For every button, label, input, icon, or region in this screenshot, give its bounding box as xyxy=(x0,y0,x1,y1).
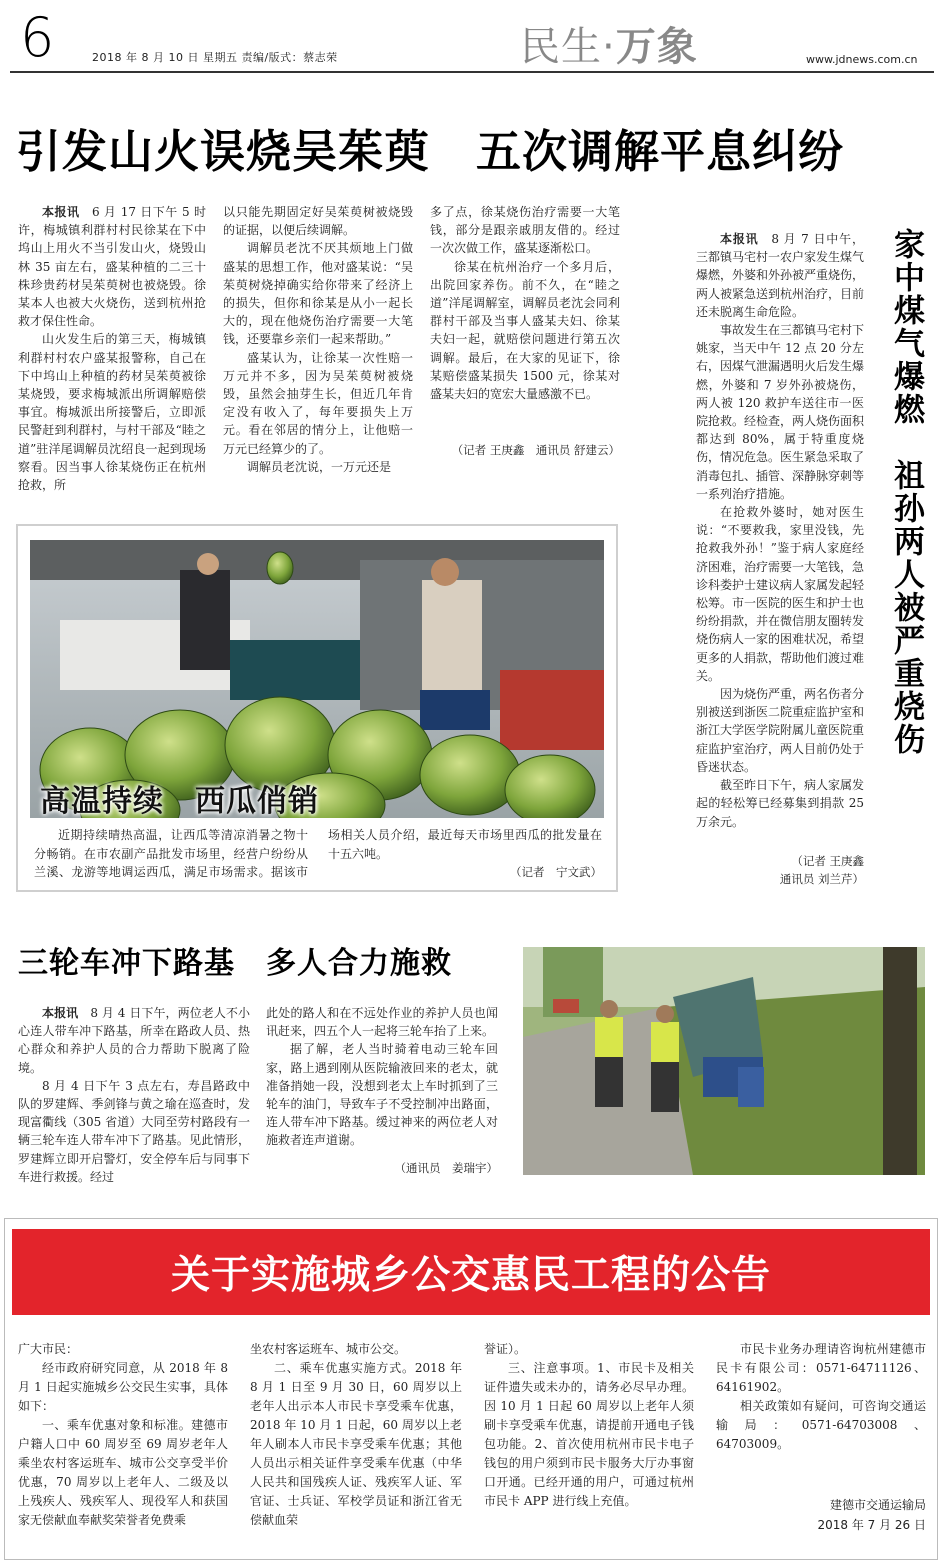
story1-col2 xyxy=(223,203,413,476)
story1-para: 以只能先期固定好吴茱萸树被烧毁的证据，以便后续调解。 xyxy=(223,205,413,238)
story2-body xyxy=(696,230,864,831)
story3-col1 xyxy=(18,1004,250,1186)
notice-col4 xyxy=(716,1340,926,1454)
section-title-a: 民生· xyxy=(520,24,616,70)
photo1-caption-text: 近期持续晴热高温，让西瓜等清凉消暑之物十分畅销。在市农副产品批发市场里，经营户纷纷从兰溪、龙游等地调运西瓜，满足市场需求。据该市场相关人员介绍，最近每天市场里西瓜的批发量在十五六吨。 xyxy=(34,828,602,879)
story1-para: 调解员老沈说，一万元还是 xyxy=(247,459,392,474)
notice-col2 xyxy=(250,1340,462,1530)
page-number: 6 xyxy=(20,6,55,69)
notice-para: 三、注意事项。1、市民卡及相关证件遗失或未办的，请务必尽早办理。因 10 月 1 日起 60 周岁以上老年人须刷卡享受乘车优惠，请提前开通电子钱包功能。2、首次使用杭州市民卡电子钱包的用户须到市民卡服务大厅办事窗口开通。已经开通的用户，可通过杭州市民卡 APP 进行线上充值。 xyxy=(484,1361,694,1508)
story2-byline-2: 通讯员 刘兰芹） xyxy=(779,872,864,886)
story1-para: 徐某在杭州治疗一个多月后，出院回家养伤。前不久，在“睦之道”洋尾调解室，调解员老沈会同利群村干部及当事人盛某夫妇、徐某夫妇一起，就赔偿问题进行第五次调解。最后，在大家的见证下，徐某赔偿盛某损失 1500 元，徐某对盛某夫妇的宽宏大量感激不已。 xyxy=(430,259,620,402)
story3-headline: 三轮车冲下路基 多人合力施救 xyxy=(18,946,452,981)
story3-lead-tag: 本报讯 xyxy=(42,1006,79,1020)
story1-para: 调解员老沈不厌其烦地上门做盛某的思想工作，他对盛某说：“吴茱萸树烧掉确实给你带来了经济上的损失，但你和徐某是从小一起长大的，现在他烧伤治疗需要一大笔钱，还要靠乡亲们一起来帮助。” xyxy=(223,241,413,347)
notice-para: 一、乘车优惠对象和标准。建德市户籍人口中 60 周岁至 69 周岁老年人乘坐农村客运班车、城市公交享受半价优惠，70 周岁以上老年人、二级及以上残疾人、残疾军人、现役军人和获国家无偿献血奉献奖荣誉者免费乘 xyxy=(18,1418,228,1527)
story2-byline-1: （记者 王庚鑫 xyxy=(791,854,864,868)
watermelon-photo xyxy=(30,540,604,818)
story2-para: 截至昨日下午，病人家属发起的轻松筹已经募集到捐款 25 万余元。 xyxy=(696,778,865,829)
story3-para: 8 月 4 日下午，两位老人不小心连人带车冲下路基，所幸在路政人员、热心群众和养护人员的合力帮助下脱离了险境。 xyxy=(18,1006,250,1075)
notice-col3 xyxy=(484,1340,694,1511)
notice-col1 xyxy=(18,1340,228,1530)
story1-para: 6 月 17 日下午 5 时许，梅城镇利群村村民徐某在下中坞山上用火不当引发山火，烧毁山林 35 亩左右，盛某种植的二三十株珍贵药材吴茱萸树也被烧毁。徐某本人也被大火烧伤，送到杭州抢救才保住性命。 xyxy=(18,205,206,329)
photo1-overlay-title: 高温持续 西瓜俏销 xyxy=(40,784,319,818)
story3-col2 xyxy=(266,1004,498,1150)
story1-col3 xyxy=(430,203,620,403)
story1-headline: 引发山火误烧吴茱萸 五次调解平息纠纷 xyxy=(16,125,845,178)
notice-signer: 建德市交通运输局 xyxy=(829,1498,926,1512)
header-rule xyxy=(10,71,934,73)
story1-para: 山火发生后的第三天，梅城镇利群村村农户盛某报警称，自己在下中坞山上种植的药材吴茱萸被徐某烧毁，要求梅城派出所调解赔偿事宜。梅城派出所接警后，立即派民警赶到利群村，与村干部及“睦之道”驻洋尾调解员沈绍良一起到现场察看。因当事人徐某烧伤正在杭州抢救，所 xyxy=(18,332,206,493)
story2-para: 8 月 7 日中午，三都镇马宅村一农户家发生煤气爆燃，外婆和外孙被严重烧伤，两人被紧急送到杭州治疗，目前还未脱离生命危险。 xyxy=(696,232,865,319)
story2-para: 事故发生在三都镇马宅村下姚家，当天中午 12 点 20 分左右，因煤气泄漏遇明火后发生爆燃，外婆和 7 岁外孙被烧伤，两人被 120 救护车送往市一医院抢救。经检查，两人烧伤面积都达到 80%，属于特重度烧伤，情况危急。医生紧急采取了消毒包扎、插管、深静脉穿刺等一系列治疗措施。 xyxy=(696,323,865,501)
story3-para: 8 月 4 日下午 3 点左右，寿昌路政中队的罗建辉、季剑锋与黄之瑜在巡查时，发现富衢线（305 省道）大同至劳村路段有一辆三轮车连人带车冲下了路基。见此情形，罗建辉立即开启警灯，安全停车后与同事下车进行救援。经过 xyxy=(18,1078,250,1184)
photo1-byline: （记者 宁文武） xyxy=(510,865,602,879)
section-title-b: 万象 xyxy=(615,24,698,70)
story3-para: 据了解，老人当时骑着电动三轮车回家，路上遇到刚从医院输液回来的老太，就准备捎她一段，没想到老太上车时抓到了三轮车的油门，导致车子不受控制冲出路面，连人带车冲下路基。缓过神来的两位老人对施救者连声道谢。 xyxy=(266,1042,498,1148)
tricycle-photo-image xyxy=(523,947,925,1175)
story1-para: 多了点，徐某烧伤治疗需要一大笔钱，部分是跟亲戚朋友借的。经过一次次做工作，盛某逐渐松口。 xyxy=(430,205,620,256)
notice-salutation: 广大市民： xyxy=(18,1342,79,1356)
story2-headline: 家中煤气爆燃 祖孙两人被严重烧伤 xyxy=(888,228,924,756)
story2-lead-tag: 本报讯 xyxy=(720,232,759,246)
website-link[interactable]: www.jdnews.com.cn xyxy=(806,53,918,66)
story1-para: 盛某认为，让徐某一次性赔一万元并不多，因为吴茱萸树被烧毁，虽然会抽芽生长，但近几年肯定没有收入了，每年要损失上万元。看在邻居的情分上，让他赔一万元已经算少的了。 xyxy=(223,350,413,456)
story1-byline: （记者 王庚鑫 通讯员 舒建云） xyxy=(451,443,620,457)
story1-lead-tag: 本报讯 xyxy=(42,205,80,219)
section-title xyxy=(520,15,698,72)
notice-para: 坐农村客运班车、城市公交。 xyxy=(250,1342,407,1356)
notice-date: 2018 年 7 月 26 日 xyxy=(817,1518,926,1532)
story1-col1 xyxy=(18,203,206,494)
tricycle-photo xyxy=(523,947,925,1175)
notice-title-banner xyxy=(12,1229,930,1315)
story3-para: 此处的路人和在不远处作业的养护人员也闻讯赶来，四五个人一起将三轮车抬了上来。 xyxy=(266,1006,498,1039)
notice-para: 相关政策如有疑问，可咨询交通运输局：0571-64703008、64703009。 xyxy=(716,1399,926,1451)
notice-title: 关于实施城乡公交惠民工程的公告 xyxy=(170,1253,771,1298)
notice-para: 誉证）。 xyxy=(484,1342,527,1356)
story3-byline: （通讯员 姜瑞宇） xyxy=(394,1161,498,1175)
notice-para: 市民卡业务办理请咨询杭州建德市民卡有限公司：0571-64711126、64161902。 xyxy=(716,1342,926,1394)
issue-meta: 2018 年 8 月 10 日 星期五 责编/版式：蔡志荣 xyxy=(92,51,338,64)
story2-para: 在抢救外婆时，她对医生说：“不要救我，家里没钱，先抢救我外孙！”鉴于病人家庭经济困难，治疗需要一大笔钱，急诊科娄护士建议病人家属发起轻松筹。市一医院的医生和护士也纷纷捐款，并在微信朋友圈转发烧伤病人一家的困难状况，希望更多的人捐款，帮助他们渡过难关。 xyxy=(696,505,865,683)
notice-para: 二、乘车优惠实施方式。2018 年 8 月 1 日至 9 月 30 日，60 周岁以上老年人出示本人市民卡享受乘车优惠，2018 年 10 月 1 日起，60 周岁以上老年人刷本人市民卡享受乘车优惠；其他人员出示相关证件享受乘车优惠（中华人民共和国残疾人证、残疾军人证、军官证、士兵证、军校学员证和浙江省无偿献血荣 xyxy=(250,1361,462,1527)
notice-para: 经市政府研究同意，从 2018 年 8 月 1 日起实施城乡公交民生实事，具体如下： xyxy=(18,1361,228,1413)
story2-para: 因为烧伤严重，两名伤者分别被送到浙医二院重症监护室和浙江大学医学院附属儿童医院重症监护室治疗，两人目前仍处于昏迷状态。 xyxy=(696,687,865,774)
